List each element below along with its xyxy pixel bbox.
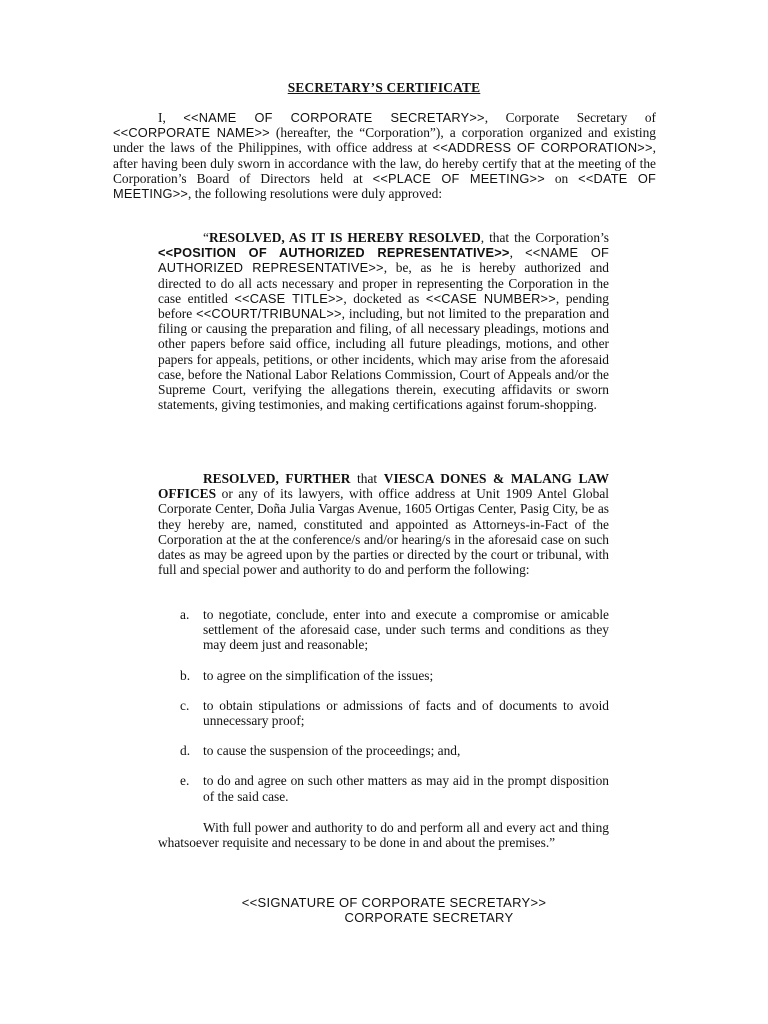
intro-text: on <box>544 170 579 186</box>
placeholder-corporation-address: <<ADDRESS OF CORPORATION>> <box>432 140 653 156</box>
list-item-text: to negotiate, conclude, enter into and execute a compromise or amicable settlement of the aforesaid case, under such terms and conditions as they may deem just and reasonable; <box>203 607 609 653</box>
resolution-text: or any of its lawyers, with office address at Unit 1909 Antel Global Corporate Center, Doña Julia Vargas Avenue, 1605 Ortigas Center, Pasig City, be as they hereby are, named, constituted and appointed as Attorneys-in-Fact of the Corporation at the at the conference/s and/or hearing/s in the aforesaid case on such dates as may be agreed upon by the parties or directed by the court or tribunal, with full and special power and authority to do and perform the following: <box>158 486 609 578</box>
list-item <box>158 743 609 758</box>
list-item-text: to do and agree on such other matters as may aid in the prompt disposition of the said case. <box>203 773 609 804</box>
resolution-text: , <box>509 245 526 261</box>
intro-text: , Corporate Secretary of <box>484 110 656 125</box>
resolution-text: , that the Corporation’s <box>480 230 609 245</box>
intro-text: I, <box>158 110 184 125</box>
certificate-title: SECRETARY’S CERTIFICATE <box>287 80 481 95</box>
resolution-text: , docketed as <box>343 290 426 306</box>
intro-text: , after having been duly sworn in accordance with the law, do hereby certify that at the meeting of the Corporation’s Board of Directors held at <box>113 140 656 186</box>
resolution-two-paragraph <box>158 471 609 577</box>
powers-list <box>158 607 609 819</box>
intro-paragraph <box>113 110 656 201</box>
placeholder-secretary-name: <<NAME OF CORPORATE SECRETARY>> <box>183 110 485 125</box>
placeholder-case-title: <<CASE TITLE>> <box>234 290 344 306</box>
open-quote: “ <box>203 230 209 245</box>
list-item-text: to cause the suspension of the proceedings; and, <box>203 743 461 759</box>
signatory-title: CORPORATE SECRETARY <box>344 910 514 925</box>
list-marker: b. <box>180 667 191 683</box>
placeholder-court-tribunal: <<COURT/TRIBUNAL>> <box>196 306 342 322</box>
resolution-text: , pending before <box>158 290 609 322</box>
intro-text: (hereafter, the “Corporation”), a corporation organized and existing under the laws of the Philippines, with office address at <box>113 125 656 156</box>
closing-paragraph: With full power and authority to do and perform all and every act and thing whatsoever requisite and necessary to be done in and about the premises.” <box>158 820 609 851</box>
resolution-text: , be, as he is hereby authorized and directed to do all acts necessary and proper in representing the Corporation in the case entitled <box>158 260 609 306</box>
list-item-text: to obtain stipulations or admissions of facts and of documents to avoid unnecessary proof; <box>203 697 609 729</box>
resolution-text: , including, but not limited to the preparation and filing or causing the preparation and filing, of all necessary pleadings, motions and other papers before said office, including all future pleadings, motions, and other papers for appeals, petitions, or other incidents, which may arise from the aforesaid case, before the National Labor Relations Commission, Court of Appeals and/or the Supreme Court, verifying the allegations therein, executing affidavits or sworn statements, giving testimonies, and making certifications against forum-shopping. <box>158 306 610 413</box>
resolution-text: that <box>350 471 384 486</box>
placeholder-meeting-date: <<DATE OF MEETING>> <box>113 170 656 202</box>
signature-placeholder: <<SIGNATURE OF CORPORATE SECRETARY>> <box>241 895 547 910</box>
placeholder-representative-position: <<POSITION OF AUTHORIZED REPRESENTATIVE>> <box>158 245 510 261</box>
list-marker: e. <box>180 773 190 789</box>
placeholder-case-number: <<CASE NUMBER>> <box>425 290 556 306</box>
resolution-one-paragraph <box>158 230 609 412</box>
placeholder-corporate-name: <<CORPORATE NAME>> <box>113 125 270 141</box>
resolution-one-lead: RESOLVED, AS IT IS HEREBY RESOLVED <box>208 230 481 245</box>
list-marker: a. <box>180 607 190 622</box>
list-item <box>158 607 609 653</box>
placeholder-representative-name: <<NAME OF AUTHORIZED REPRESENTATIVE>> <box>158 245 610 276</box>
placeholder-meeting-place: <<PLACE OF MEETING>> <box>372 170 545 186</box>
list-marker: c. <box>180 697 190 713</box>
list-item-text: to agree on the simplification of the issues; <box>203 667 434 683</box>
intro-text: , the following resolutions were duly approved: <box>188 186 443 202</box>
list-item <box>158 698 609 728</box>
list-item <box>158 773 609 803</box>
resolution-two-lead: RESOLVED, FURTHER <box>203 471 351 486</box>
list-marker: d. <box>180 743 191 759</box>
list-item <box>158 668 609 683</box>
law-firm-name: VIESCA DONES & MALANG LAW OFFICES <box>158 471 609 502</box>
